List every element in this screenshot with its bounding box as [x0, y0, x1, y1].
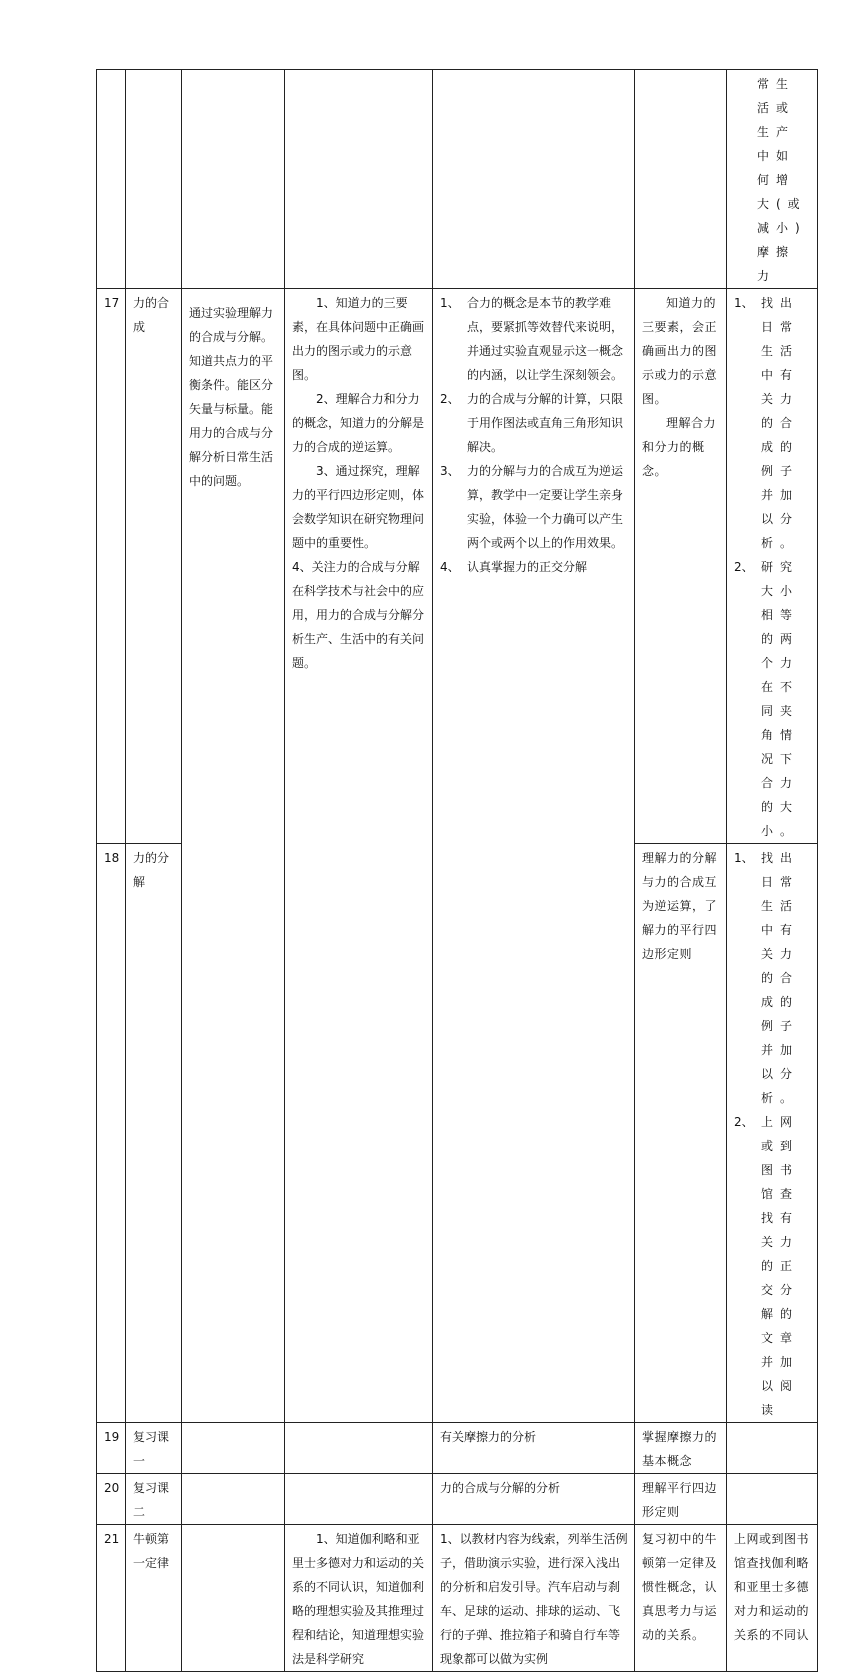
cell-suggestions: 力的合成与分解的分析: [433, 1474, 635, 1525]
homework-list: [734, 291, 812, 843]
cell-preview: [635, 844, 727, 1423]
cell-goals: [285, 289, 433, 1423]
list-item: 4、 认真掌握力的正交分解: [440, 560, 588, 574]
table-row-19: [97, 1423, 818, 1474]
list-item: 2、 力的合成与分解的计算，只限于用作图法或直角三角形知识解决。: [440, 392, 624, 454]
cell-standard: [182, 70, 285, 289]
cell-goals: [285, 70, 433, 289]
cell-homework: [727, 1474, 818, 1525]
goal-text: 1、知道伽利略和亚里士多德对力和运动的关系的不同认识，知道伽利略的理想实验及其推理过程和结论，知道理想实验法是科学研究: [292, 1532, 425, 1666]
cell-suggestions: 有关摩擦力的分析: [433, 1423, 635, 1474]
lesson-plan-table: [96, 69, 818, 1672]
cell-topic: [126, 70, 182, 289]
standard-text: 通过实验理解力的合成与分解。知道共点力的平衡条件。能区分矢量与标量。能用力的合成与分解分析日常生活中的问题。: [189, 306, 274, 488]
cell-number: [97, 70, 126, 289]
preview-2: 理解合力和分力的概念。: [642, 416, 717, 478]
suggestion-text: 1、以教材内容为线索，列举生活例子，借助演示实验，进行深入浅出的分析和启发引导。汽车启动与刹车、足球的运动、排球的运动、飞行的子弹、推拉箱子和骑自行车等现象都可以做为实例: [440, 1532, 628, 1666]
cell-number: 19: [97, 1423, 126, 1474]
cell-number: 18: [97, 844, 126, 1423]
cell-homework: [727, 1423, 818, 1474]
cell-preview: [635, 1423, 727, 1474]
cell-homework: [727, 70, 818, 289]
table-row-20: [97, 1474, 818, 1525]
cell-goals: [285, 1423, 433, 1474]
suggestion-list: [440, 291, 629, 579]
cell-homework: [727, 289, 818, 844]
cell-goals: [285, 1474, 433, 1525]
table-row-21: [97, 1525, 818, 1672]
homework-text: 上网或到图书馆查找伽利略和亚里士多德对力和运动的关系的不同认: [734, 1532, 810, 1642]
preview-1: 知道力的三要素，会正确画出力的图示或力的示意图。: [642, 296, 718, 406]
list-item: 1、 合力的概念是本节的教学难点，要紧抓等效替代来说明，并通过实验直观显示这一概念的内涵，以让学生深刻领会。: [440, 296, 624, 382]
table-row-continued: [97, 70, 818, 289]
list-item: 1、 找出日常生活中有关力的合成的例子并加以分析。: [734, 296, 800, 550]
cell-topic: 牛顿第一定律: [126, 1525, 182, 1672]
cell-goals: [285, 1525, 433, 1672]
cell-suggestions: [433, 1525, 635, 1672]
preview-text: 掌握摩擦力的基本概念: [642, 1430, 718, 1468]
table-row-17: [97, 289, 818, 844]
cell-number: 21: [97, 1525, 126, 1672]
cell-standard: [182, 1525, 285, 1672]
cell-preview: [635, 289, 727, 844]
list-item: 3、 力的分解与力的合成互为逆运算，教学中一定要让学生亲身实验，体验一个力确可以产生两个或两个以上的作用效果。: [440, 464, 624, 550]
cell-preview: [635, 1474, 727, 1525]
goal-4: 4、关注力的合成与分解在科学技术与社会中的应用，用力的合成与分解分析生产、生活中的有关问题。: [292, 560, 425, 670]
cell-topic: 复习课二: [126, 1474, 182, 1525]
cell-topic: 复习课一: [126, 1423, 182, 1474]
cell-standard: [182, 1423, 285, 1474]
cell-preview: [635, 1525, 727, 1672]
preview-text: 理解力的分解与力的合成互为逆运算，了解力的平行四边形定则: [642, 851, 718, 961]
list-item: 1、 找出日常生活中有关力的合成的例子并加以分析。: [734, 851, 800, 1105]
homework-text: 常生活或生产中如何增大(或减小)摩擦力: [757, 77, 807, 283]
goal-1: 1、知道力的三要素，在具体问题中正确画出力的图示或力的示意图。: [292, 296, 425, 382]
list-item: 2、 研究大小相等的两个力在不同夹角情况下合力的大小。: [734, 560, 800, 838]
cell-suggestions: [433, 289, 635, 1423]
cell-topic: 力的分解: [126, 844, 182, 1423]
cell-preview: [635, 70, 727, 289]
cell-number: 17: [97, 289, 126, 844]
cell-standard: [182, 1474, 285, 1525]
preview-text: 复习初中的牛顿第一定律及惯性概念，认真思考力与运动的关系。: [642, 1532, 718, 1642]
list-item: 2、 上网或到图书馆查找有关力的正交分解的文章并加以阅读: [734, 1115, 800, 1417]
goal-2: 2、理解合力和分力的概念，知道力的分解是力的合成的逆运算。: [292, 392, 425, 454]
cell-suggestions: [433, 70, 635, 289]
cell-homework: [727, 1525, 818, 1672]
cell-homework: [727, 844, 818, 1423]
goal-3: 3、通过探究，理解力的平行四边形定则，体会数学知识在研究物理问题中的重要性。: [292, 464, 425, 550]
cell-number: 20: [97, 1474, 126, 1525]
cell-topic: 力的合成: [126, 289, 182, 844]
preview-text: 理解平行四边形定则: [642, 1481, 718, 1519]
cell-standard: [182, 289, 285, 1423]
homework-list: [734, 846, 812, 1422]
